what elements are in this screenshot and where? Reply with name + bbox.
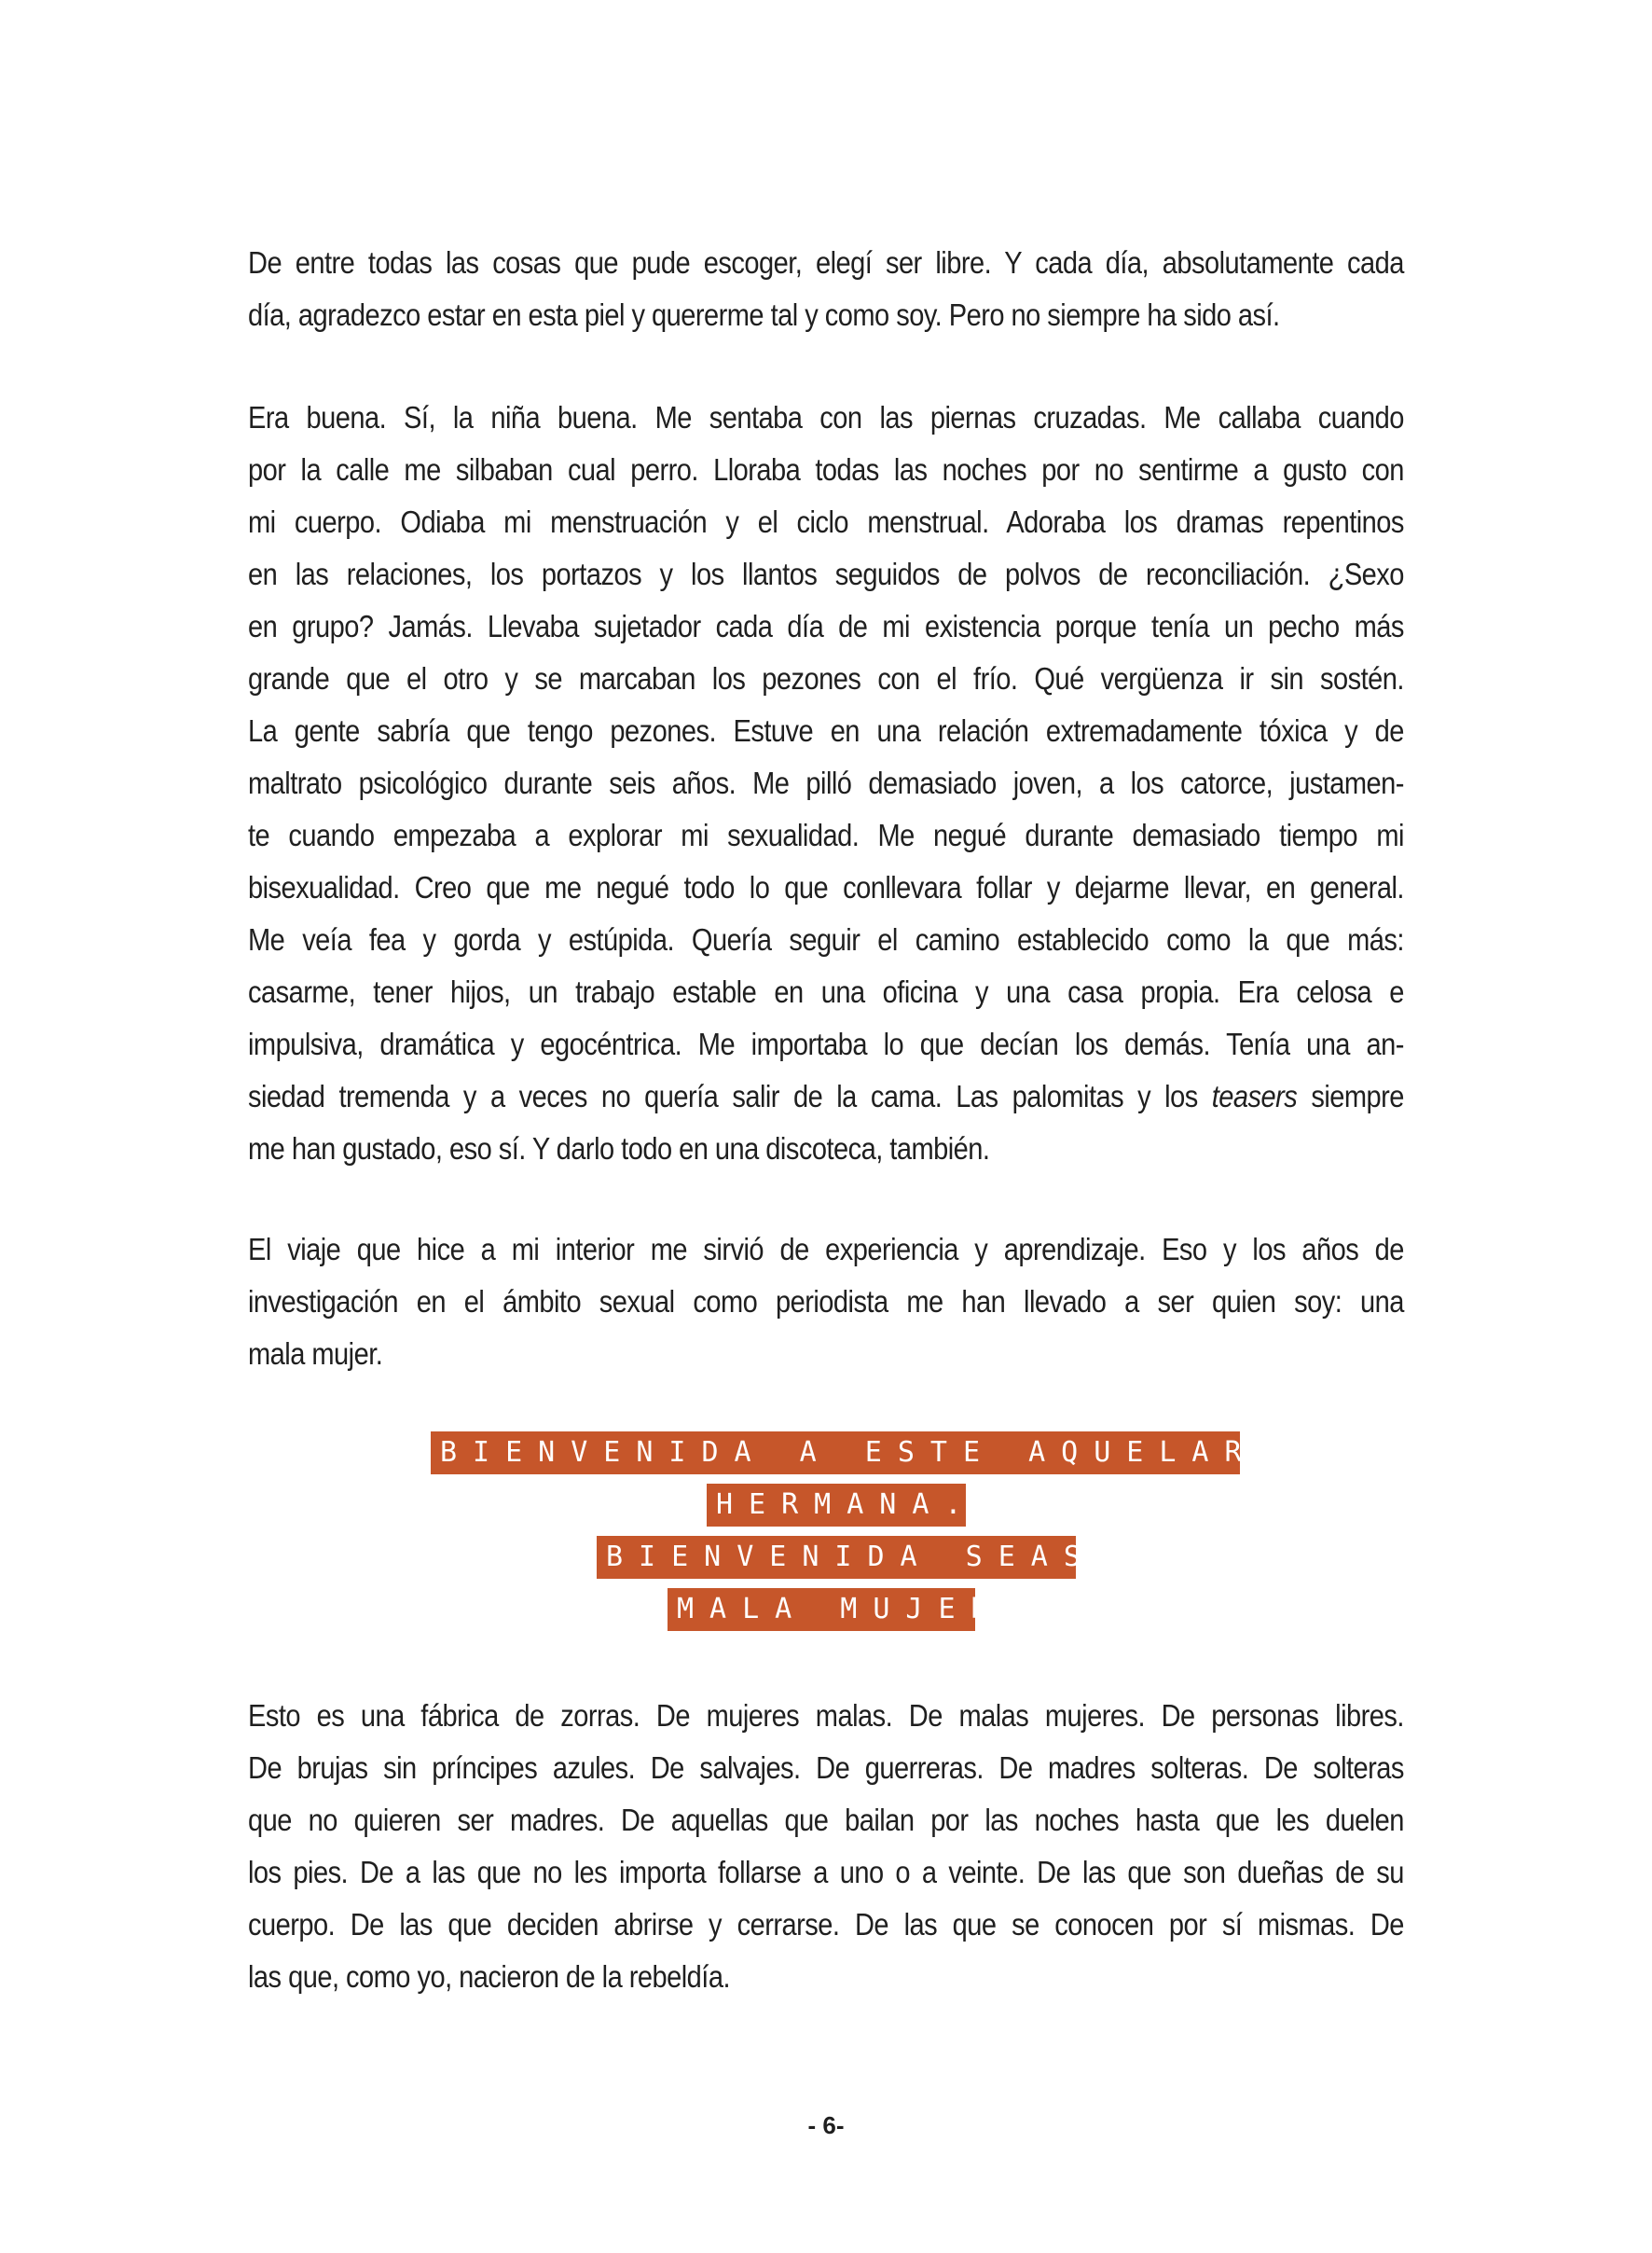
text-line-with-italic (248, 1071, 1404, 1123)
text-segment: siedad tremenda y a veces no quería salir de la cama. Las palomitas y los (248, 1079, 1198, 1113)
text-line: Era buena. Sí, la niña buena. Me sentaba con las piernas cruzadas. Me callaba cuando (248, 400, 1404, 435)
text-segment: siempre (1311, 1079, 1404, 1113)
text-line: en grupo? Jamás. Llevaba sujetador cada día de mi existencia porque tenía un pecho más (248, 609, 1404, 643)
text-line: en las relaciones, los portazos y los llantos seguidos de polvos de reconciliación. ¿Sexo (248, 557, 1404, 591)
text-line: cuerpo. De las que deciden abrirse y cerrarse. De las que se conocen por sí mismas. De (248, 1907, 1404, 1942)
text-line: me han gustado, eso sí. Y darlo todo en una discoteca, también. (248, 1131, 990, 1166)
paragraph-journey (248, 1223, 1404, 1380)
text-line: mi cuerpo. Odiaba mi menstruación y el ciclo menstrual. Adoraba los dramas repentinos (248, 505, 1404, 539)
text-line: grande que el otro y se marcaban los pezones con el frío. Qué vergüenza ir sin sostén. (248, 661, 1404, 696)
text-line: casarme, tener hijos, un trabajo estable en una oficina y una casa propia. Era celosa e (248, 974, 1404, 1009)
banner-line: MALA MUJER. (668, 1588, 975, 1631)
text-line: maltrato psicológico durante seis años. Me pilló demasiado joven, a los catorce, justamen- (248, 766, 1404, 800)
italic-word: teasers (1211, 1079, 1298, 1113)
text-line: los pies. De a las que no les importa follarse a uno o a veinte. De las que son dueñas de su (248, 1855, 1404, 1889)
paragraph-intro (248, 237, 1404, 341)
banner-line: BIENVENIDA SEAS, (597, 1536, 1076, 1579)
text-line: bisexualidad. Creo que me negué todo lo que conllevara follar y dejarme llevar, en general. (248, 870, 1404, 905)
text-line: Esto es una fábrica de zorras. De mujeres malas. De malas mujeres. De personas libres. (248, 1698, 1404, 1733)
text-line: De entre todas las cosas que pude escoger, elegí ser libre. Y cada día, absolutamente cada (248, 245, 1404, 280)
text-line: La gente sabría que tengo pezones. Estuve en una relación extremadamente tóxica y de (248, 713, 1404, 748)
text-line: mala mujer. (248, 1336, 383, 1371)
text-line: las que, como yo, nacieron de la rebeldía. (248, 1959, 731, 1994)
banner-line: HERMANA. (707, 1484, 966, 1527)
banner-line: BIENVENIDA A ESTE AQUELARRE, (431, 1431, 1240, 1474)
text-line: impulsiva, dramática y egocéntrica. Me importaba lo que decían los demás. Tenía una an- (248, 1027, 1404, 1061)
text-line: investigación en el ámbito sexual como periodista me han llevado a ser quien soy: una (248, 1284, 1404, 1319)
text-line: El viaje que hice a mi interior me sirvió de experiencia y aprendizaje. Eso y los años de (248, 1232, 1404, 1266)
paragraph-factory (248, 1690, 1404, 2003)
text-line: Me veía fea y gorda y estúpida. Quería seguir el camino establecido como la que más: (248, 922, 1404, 957)
text-line: por la calle me silbaban cual perro. Lloraba todas las noches por no sentirme a gusto con (248, 452, 1404, 487)
page-number: - 6- (807, 2111, 845, 2139)
text-line: te cuando empezaba a explorar mi sexualidad. Me negué durante demasiado tiempo mi (248, 818, 1404, 852)
text-line: que no quieren ser madres. De aquellas que bailan por las noches hasta que les duelen (248, 1803, 1404, 1837)
paragraph-good-girl (248, 392, 1404, 1175)
text-line: día, agradezco estar en esta piel y quererme tal y como soy. Pero no siempre ha sido así. (248, 297, 1280, 332)
text-line: De brujas sin príncipes azules. De salvajes. De guerreras. De madres solteras. De solteras (248, 1750, 1404, 1785)
